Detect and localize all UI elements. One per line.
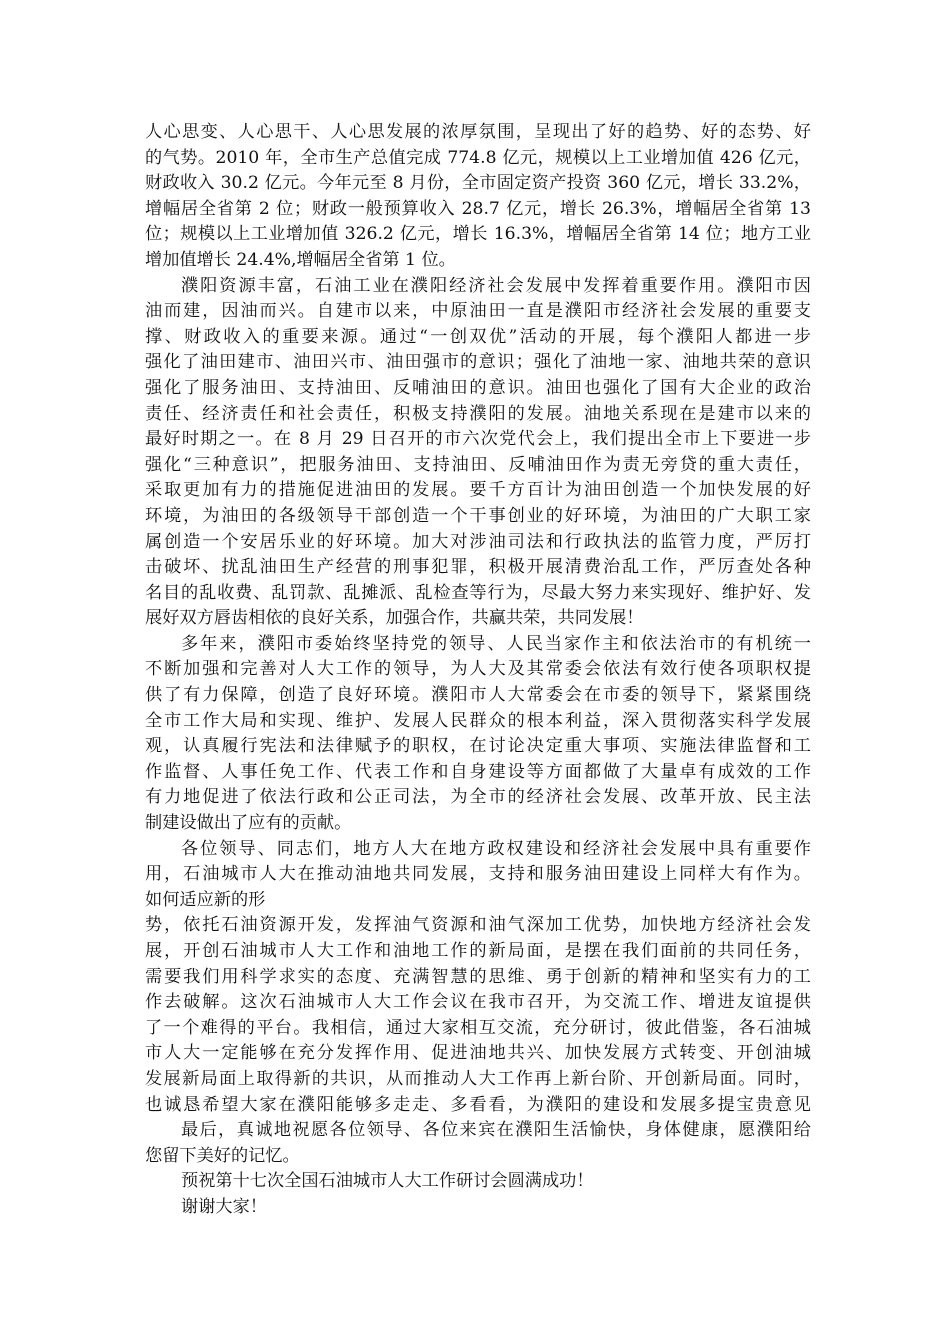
text-line: 谢谢大家！ — [181, 1196, 267, 1217]
text-line: 名目的乱收费、乱罚款、乱摊派、乱检查等行为，尽最大努力来实现好、维护好、发 — [145, 582, 811, 603]
text-line: 市人大一定能够在充分发挥作用、促进油地共兴、加快发展方式转变、开创油城 — [145, 1043, 811, 1064]
text-line: 濮阳资源丰富，石油工业在濮阳经济社会发展中发挥着重要作用。濮阳市因 — [181, 275, 811, 296]
paragraph-success-wish — [145, 1169, 811, 1195]
text-line: 展，开创石油城市人大工作和油地工作的新局面，是摆在我们面前的共同任务， — [145, 941, 811, 961]
text-line: 各位领导、同志们，地方人大在地方政权建设和经济社会发展中具有重要作 — [181, 838, 811, 859]
text-line: 强化了服务油田、支持油田、反哺油田的意识。油田也强化了国有大企业的政治 — [145, 377, 811, 398]
text-line: 环境，为油田的各级领导干部创造一个干事创业的好环境，为油田的广大职工家 — [145, 505, 811, 526]
text-line: 作监督、人事任免工作、代表工作和自身建设等方面都做了大量卓有成效的工作 — [145, 761, 811, 782]
text-line: 展好双方唇齿相依的良好关系，加强合作，共赢共荣，共同发展！ — [145, 608, 644, 629]
text-line: 观，认真履行宪法和法律赋予的职权，在讨论决定重大事项、实施法律监督和工 — [145, 736, 811, 757]
text-line: 您留下美好的记忆。 — [145, 1145, 300, 1166]
text-line: 供了有力保障，创造了良好环境。濮阳市人大常委会在市委的领导下，紧紧围绕 — [145, 685, 811, 706]
text-line: 人心思变、人心思干、人心思发展的浓厚氛围，呈现出了好的趋势、好的态势、好 — [145, 122, 811, 142]
paragraph-overview-statistics — [145, 120, 811, 274]
text-line: 发展新局面上取得新的共识，从而推动人大工作再上新台阶、开创新局面。同时， — [145, 1068, 811, 1089]
text-line: 预祝第十七次全国石油城市人大工作研讨会圆满成功！ — [181, 1171, 594, 1192]
text-line: 撑、财政收入的重要来源。通过“一创双优”活动的开展，每个濮阳人都进一步 — [145, 326, 811, 347]
text-line: 也诚恳希望大家在濮阳能够多走走、多看看，为濮阳的建设和发展多提宝贵意见 — [145, 1094, 811, 1115]
text-line: 采取更加有力的措施促进油田的发展。要千方百计为油田创造一个加快发展的好 — [145, 480, 811, 501]
text-line: 财政收入 30.2 亿元。今年元至 8 月份，全市固定资产投资 360 亿元，增长 33.2%， — [145, 173, 811, 194]
paragraph-common-tasks — [145, 913, 811, 1118]
text-line: 如何适应新的形 — [145, 889, 266, 910]
text-line: 最好时期之一。在 8 月 29 日召开的市六次党代会上，我们提出全市上下要进一步 — [145, 429, 811, 450]
text-line: 油而建，因油而兴。自建市以来，中原油田一直是濮阳市经济社会发展的重要支 — [145, 301, 811, 322]
text-line: 增幅居全省第 2 位；财政一般预算收入 28.7 亿元，增长 26.3%，增幅居全省第 13 — [145, 198, 811, 219]
text-line: 强化了油田建市、油田兴市、油田强市的意识；强化了油地一家、油地共荣的意识 — [145, 352, 811, 373]
text-line: 的气势。2010 年，全市生产总值完成 774.8 亿元，规模以上工业增加值 426 亿元， — [145, 147, 811, 168]
text-line: 不断加强和完善对人大工作的领导，为人大及其常委会依法有效行使各项职权提 — [145, 659, 811, 680]
text-line: 属创造一个安居乐业的好环境。加大对涉油司法和行政执法的监管力度，严厉打 — [145, 531, 811, 552]
text-line: 责任、经济责任和社会责任，积极支持濮阳的发展。油地关系现在是建市以来的 — [145, 403, 811, 424]
paragraph-thanks — [145, 1195, 811, 1221]
text-line: 全市工作大局和实现、维护、发展人民群众的根本利益，深入贯彻落实科学发展 — [145, 710, 811, 731]
text-line: 势，依托石油资源开发，发挥油气资源和油气深加工优势，加快地方经济社会发 — [145, 915, 811, 936]
paragraph-closing-wishes — [145, 1118, 811, 1169]
text-line: 增加值增长 24.4%,增幅居全省第 1 位。 — [145, 249, 456, 270]
text-line: 用，石油城市人大在推动油地共同发展，支持和服务油田建设上同样大有作为。 — [145, 864, 811, 885]
text-line: 有力地促进了依法行政和公正司法，为全市的经济社会发展、改革开放、民主法 — [145, 787, 811, 808]
paragraph-party-leadership — [145, 632, 811, 837]
text-line: 了一个难得的平台。我相信，通过大家相互交流，充分研讨，彼此借鉴，各石油城 — [145, 1017, 811, 1038]
text-line: 强化“三种意识”，把服务油田、支持油田、反哺油田作为责无旁贷的重大责任， — [145, 454, 811, 475]
text-line: 作去破解。这次石油城市人大工作会议在我市召开，为交流工作、增进友谊提供 — [145, 992, 811, 1013]
text-line: 位；规模以上工业增加值 326.2 亿元，增长 16.3%，增幅居全省第 14 位；地方工业 — [145, 224, 811, 245]
text-line: 制建设做出了应有的贡献。 — [145, 813, 352, 834]
text-line: 最后，真诚地祝愿各位领导、各位来宾在濮阳生活愉快，身体健康，愿濮阳给 — [181, 1120, 811, 1141]
text-line: 多年来，濮阳市委始终坚持党的领导、人民当家作主和依法治市的有机统一 — [181, 633, 811, 654]
paragraph-local-congress-role — [145, 837, 811, 914]
paragraph-oil-industry — [145, 274, 811, 632]
text-line: 击破坏、扰乱油田生产经营的刑事犯罪，积极开展清费治乱工作，严厉查处各种 — [145, 557, 811, 578]
document-page — [145, 120, 811, 1221]
text-line: 需要我们用科学求实的态度、充满智慧的思维、勇于创新的精神和坚实有力的工 — [145, 966, 811, 987]
